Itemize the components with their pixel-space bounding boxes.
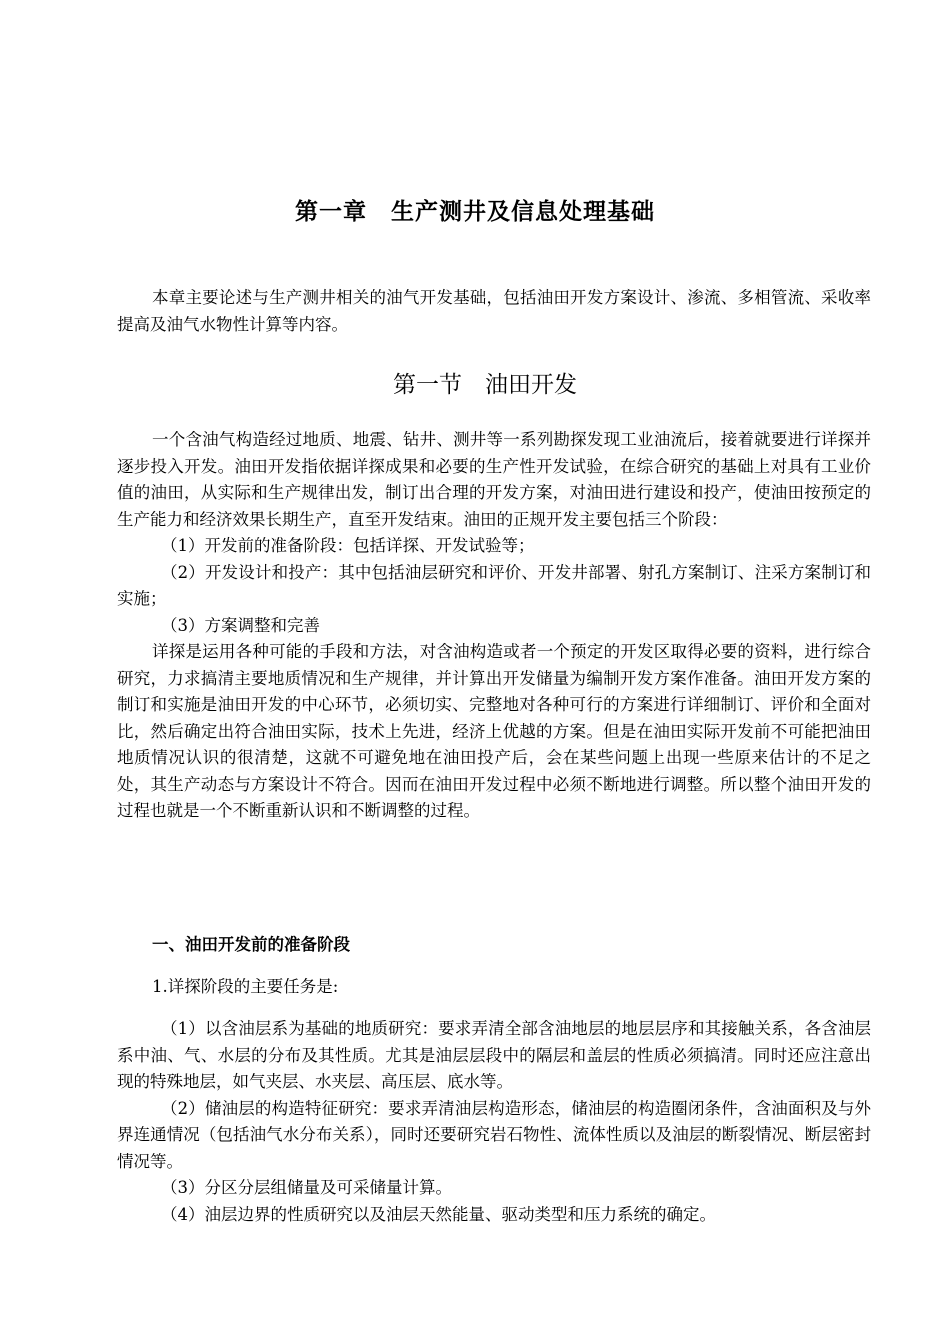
- section-paragraph-2: 详探是运用各种可能的手段和方法，对含油构造或者一个预定的开发区取得必要的资料，进行综合研究，力求搞清主要地质情况和生产规律，并计算出开发储量为编制开发方案作准备。油田开发方案的制订和实施是油田开发的中心环节，必须切实、完整地对各种可行的方案进行详细制订、评价和全面对比，然后确定出符合油田实际，技术上先进，经济上优越的方案。但是在油田实际开发前不可能把油田地质情况认识的很清楚，这就不可避免地在油田投产后，会在某些问题上出现一些原来估计的不足之处，其生产动态与方案设计不符合。因而在油田开发过程中必须不断地进行调整。所以整个油田开发的过程也就是一个不断重新认识和不断调整的过程。: [117, 642, 871, 820]
- subsection-heading: 一、油田开发前的准备阶段: [152, 935, 350, 954]
- task-list: [117, 1016, 871, 1228]
- task-item-2: （2）储油层的构造特征研究：要求弄清油层构造形态，储油层的构造圈闭条件，含油面积及与外界连通情况（包括油气水分布关系），同时还要研究岩石物性、流体性质以及油层的断裂情况、断层密封情况等。: [117, 1098, 871, 1171]
- intro-text: 本章主要论述与生产测井相关的油气开发基础，包括油田开发方案设计、渗流、多相管流、采收率提高及油气水物性计算等内容。: [117, 288, 871, 334]
- task-list-heading: 1.详探阶段的主要任务是:: [152, 977, 339, 996]
- task-item-3: （3）分区分层组储量及可采储量计算。: [161, 1178, 452, 1197]
- section-body: [117, 427, 871, 825]
- chapter-intro-paragraph: [117, 285, 871, 338]
- task-item-4: （4）油层边界的性质研究以及油层天然能量、驱动类型和压力系统的确定。: [161, 1204, 716, 1224]
- stage-item-1: （1）开发前的准备阶段：包括详探、开发试验等；: [161, 536, 535, 555]
- stage-item-2: （2）开发设计和投产：其中包括油层研究和评价、开发井部署、射孔方案制订、注采方案制订和实施；: [117, 562, 871, 608]
- chapter-title: 第一章 生产测井及信息处理基础: [295, 199, 655, 225]
- task-item-1: （1）以含油层系为基础的地质研究：要求弄清全部含油地层的地层层序和其接触关系，各含油层系中油、气、水层的分布及其性质。尤其是油层层段中的隔层和盖层的性质必须搞清。同时还应注意出现的特殊地层，如气夹层、水夹层、高压层、底水等。: [117, 1019, 871, 1091]
- section-paragraph-1: 一个含油气构造经过地质、地震、钻井、测井等一系列勘探发现工业油流后，接着就要进行详探并逐步投入开发。油田开发指依据详探成果和必要的生产性开发试验，在综合研究的基础上对具有工业价值的油田，从实际和生产规律出发，制订出合理的开发方案，对油田进行建设和投产，使油田按预定的生产能力和经济效果长期生产，直至开发结束。油田的正规开发主要包括三个阶段：: [117, 430, 871, 529]
- stage-item-3: （3）方案调整和完善: [161, 615, 320, 635]
- section-title: 第一节 油田开发: [393, 372, 577, 398]
